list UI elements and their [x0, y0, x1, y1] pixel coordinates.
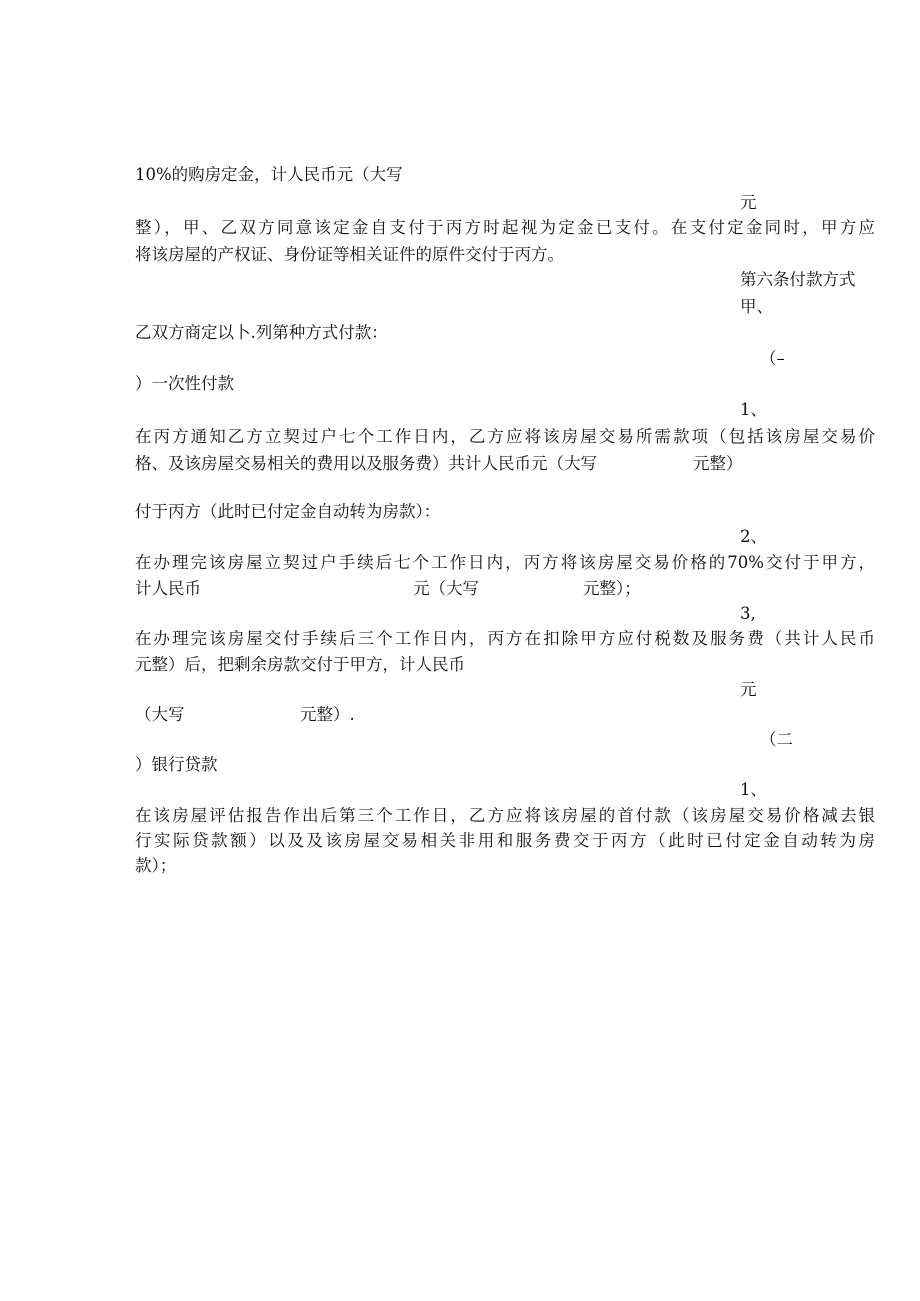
text-line: 在该房屋评估报告作出后第三个工作日，乙方应将该房屋的首付款（该房屋交易价格减去银	[135, 806, 875, 825]
section-heading: 第六条付款方式	[740, 270, 856, 289]
text-line: 元	[740, 193, 757, 212]
subsection-heading: ）一次性付款	[135, 374, 234, 393]
text-fragment: 元整）；	[583, 579, 641, 598]
text-line: 行实际贷款额）以及及该房屋交易相关非用和服务费交于丙方（此时已付定金自动转为房	[135, 831, 875, 850]
text-line: 在办理完该房屋交付手续后三个工作日内，丙方在扣除甲方应付税数及服务费（共计人民币	[135, 629, 875, 648]
text-fragment: 元整）	[693, 454, 743, 473]
text-line: 在丙方通知乙方立契过户七个工作日内，乙方应将该房屋交易所需款项（包括该房屋交易价	[135, 427, 875, 446]
text-line: 元整）后，把剩余房款交付于甲方，计人民币	[135, 655, 465, 674]
item-number: 3,	[740, 604, 756, 623]
text-line: 格、及该房屋交易相关的费用以及服务费）共计人民币元（大写	[135, 454, 597, 473]
subsection-heading: ）银行贷款	[135, 755, 218, 774]
text-line: 整），甲、乙双方同意该定金自支付于丙方时起视为定金已支付。在支付定金同时，甲方应	[135, 218, 875, 237]
text-line: （大写	[135, 705, 185, 724]
item-number: 1、	[740, 780, 767, 799]
text-line: 甲、	[740, 297, 773, 316]
text-line: 款）；	[135, 856, 177, 875]
text-line: 10%的购房定金，计人民币元（大写	[135, 165, 403, 184]
text-line: 元	[740, 680, 757, 699]
text-line: 计人民币	[135, 579, 201, 598]
text-line: 将该房屋的产权证、身份证等相关证件的原件交付于丙方。	[135, 245, 564, 264]
text-fragment: 元（大写	[413, 579, 479, 598]
text-line: 付于丙方（此时已付定金自动转为房款）：	[135, 502, 441, 521]
text-line: （二	[760, 730, 793, 749]
text-line: （–	[760, 349, 785, 368]
item-number: 1、	[740, 400, 767, 419]
text-line: 乙双方商定以卜.列第种方式付款：	[135, 323, 388, 342]
text-line: 在办理完该房屋立契过户手续后七个工作日内，丙方将该房屋交易价格的70%交付于甲方，	[135, 553, 875, 572]
text-fragment: 元整）.	[300, 705, 355, 724]
item-number: 2、	[740, 527, 767, 546]
